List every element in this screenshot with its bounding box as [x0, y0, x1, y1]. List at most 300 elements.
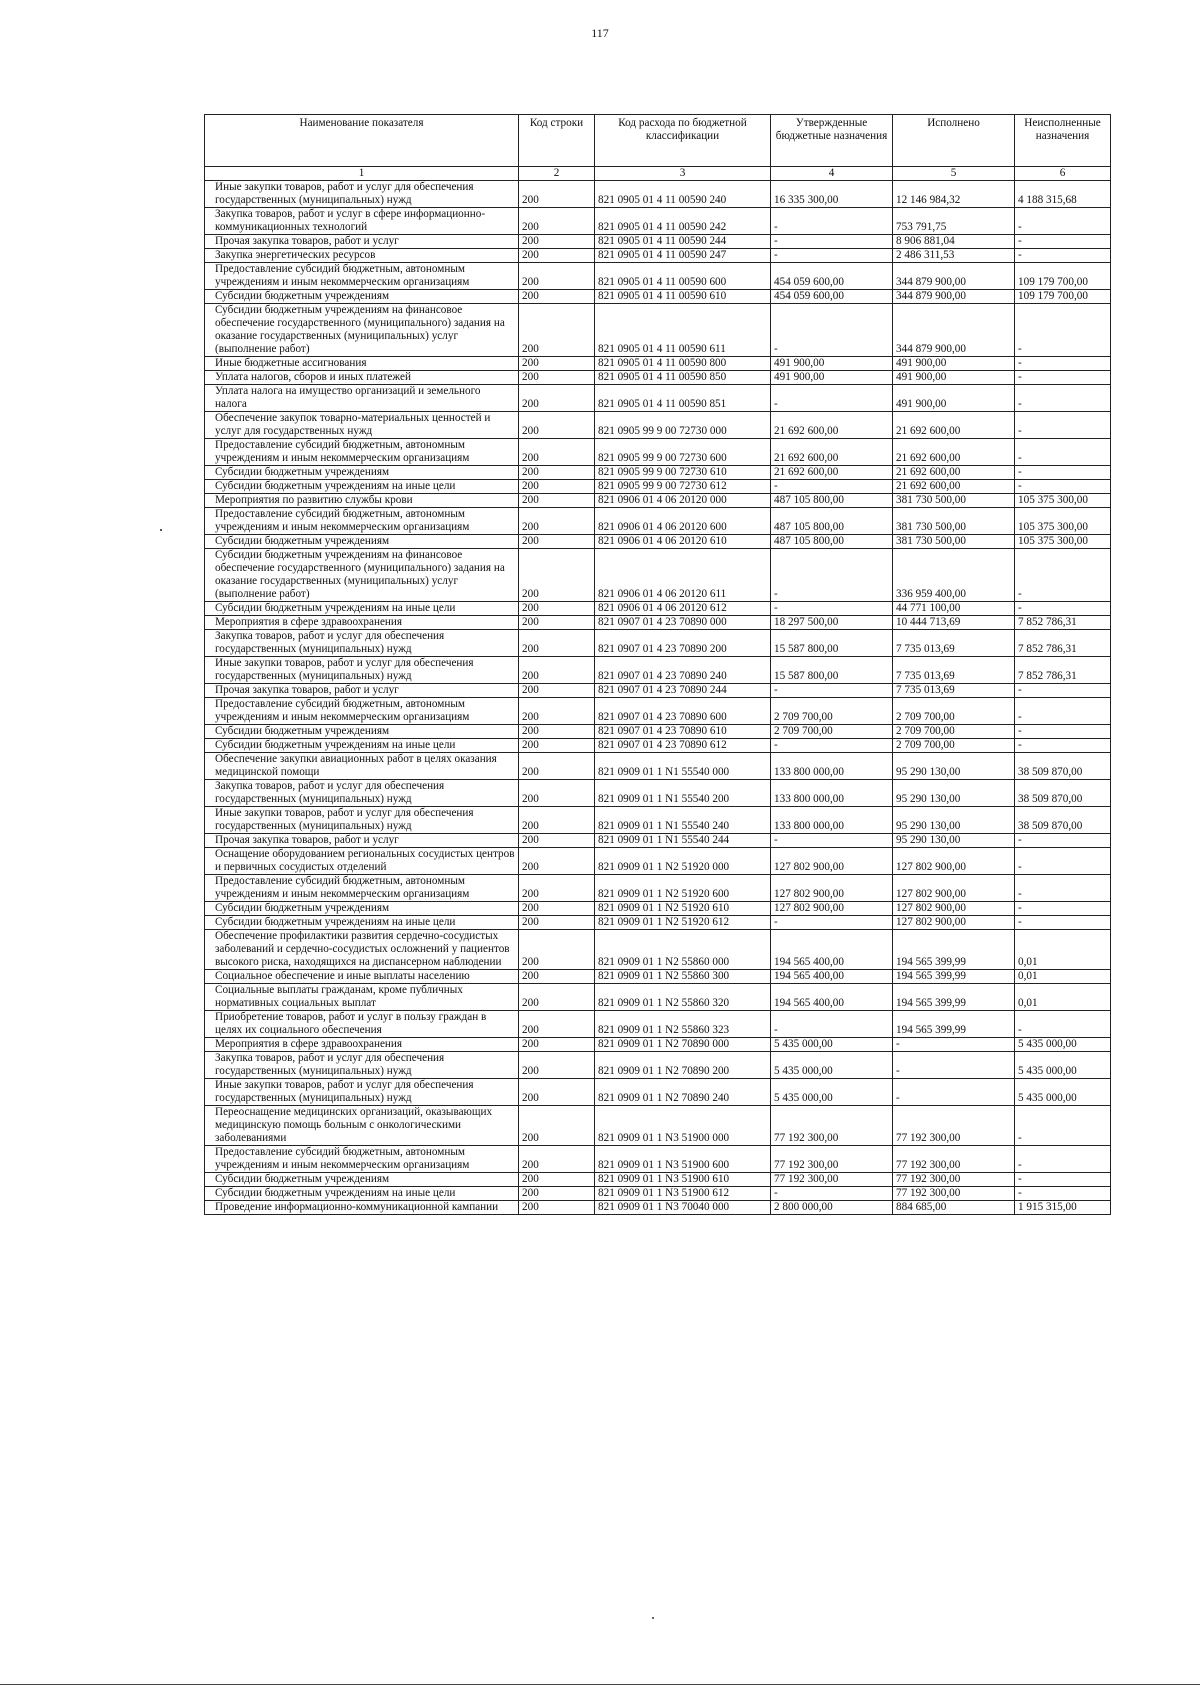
row-expense-code: 821 0907 01 4 23 70890 612 — [595, 739, 771, 753]
row-name: Иные закупки товаров, работ и услуг для обеспечения государственных (муниципальных) нужд — [205, 1079, 519, 1106]
row-line-code: 200 — [519, 1187, 595, 1201]
row-approved: 16 335 300,00 — [771, 181, 893, 208]
row-executed: 491 900,00 — [893, 357, 1015, 371]
table-row — [205, 439, 1111, 466]
table-row — [205, 602, 1111, 616]
row-unexecuted: 38 509 870,00 — [1015, 807, 1111, 834]
row-line-code: 200 — [519, 385, 595, 412]
row-executed: 127 802 900,00 — [893, 916, 1015, 930]
row-line-code: 200 — [519, 780, 595, 807]
table-row — [205, 739, 1111, 753]
row-line-code: 200 — [519, 602, 595, 616]
row-name: Субсидии бюджетным учреждениям — [205, 1173, 519, 1187]
row-name: Прочая закупка товаров, работ и услуг — [205, 834, 519, 848]
row-name: Проведение информационно-коммуникационной кампании — [205, 1201, 519, 1215]
row-name: Обеспечение закупок товарно-материальных ценностей и услуг для государственных нужд — [205, 412, 519, 439]
row-approved: - — [771, 1011, 893, 1038]
row-approved: - — [771, 480, 893, 494]
row-line-code: 200 — [519, 549, 595, 602]
row-unexecuted: - — [1015, 602, 1111, 616]
row-unexecuted: - — [1015, 304, 1111, 357]
row-executed: 127 802 900,00 — [893, 902, 1015, 916]
table-row — [205, 480, 1111, 494]
row-unexecuted: - — [1015, 1011, 1111, 1038]
row-expense-code: 821 0905 01 4 11 00590 610 — [595, 290, 771, 304]
table-row — [205, 535, 1111, 549]
row-approved: - — [771, 549, 893, 602]
row-expense-code: 821 0909 01 1 N2 51920 610 — [595, 902, 771, 916]
row-unexecuted: - — [1015, 371, 1111, 385]
row-executed: 344 879 900,00 — [893, 304, 1015, 357]
column-number: 2 — [519, 167, 595, 181]
row-line-code: 200 — [519, 1079, 595, 1106]
column-header-unexecuted: Неисполненные назначения — [1015, 115, 1111, 167]
row-name: Субсидии бюджетным учреждениям — [205, 290, 519, 304]
table-row — [205, 466, 1111, 480]
row-line-code: 200 — [519, 208, 595, 235]
row-approved: 127 802 900,00 — [771, 875, 893, 902]
table-header-row — [205, 115, 1111, 167]
row-line-code: 200 — [519, 875, 595, 902]
row-line-code: 200 — [519, 535, 595, 549]
row-unexecuted: - — [1015, 1173, 1111, 1187]
row-expense-code: 821 0905 99 9 00 72730 610 — [595, 466, 771, 480]
row-executed: 8 906 881,04 — [893, 235, 1015, 249]
table-row — [205, 1173, 1111, 1187]
table-row — [205, 1106, 1111, 1146]
row-executed: 381 730 500,00 — [893, 508, 1015, 535]
row-executed: 194 565 399,99 — [893, 930, 1015, 970]
row-line-code: 200 — [519, 304, 595, 357]
row-approved: 21 692 600,00 — [771, 412, 893, 439]
table-row — [205, 208, 1111, 235]
table-row — [205, 875, 1111, 902]
row-expense-code: 821 0909 01 1 N2 51920 612 — [595, 916, 771, 930]
row-name: Субсидии бюджетным учреждениям — [205, 466, 519, 480]
row-executed: 381 730 500,00 — [893, 494, 1015, 508]
row-approved: 21 692 600,00 — [771, 439, 893, 466]
row-unexecuted: - — [1015, 357, 1111, 371]
row-name: Предоставление субсидий бюджетным, автономным учреждениям и иным некоммерческим организациям — [205, 508, 519, 535]
row-approved: 2 709 700,00 — [771, 698, 893, 725]
row-unexecuted: - — [1015, 249, 1111, 263]
table-row — [205, 930, 1111, 970]
row-expense-code: 821 0907 01 4 23 70890 000 — [595, 616, 771, 630]
row-executed: 2 486 311,53 — [893, 249, 1015, 263]
row-unexecuted: 105 375 300,00 — [1015, 508, 1111, 535]
row-unexecuted: 0,01 — [1015, 984, 1111, 1011]
row-executed: 381 730 500,00 — [893, 535, 1015, 549]
row-executed: 77 192 300,00 — [893, 1173, 1015, 1187]
row-approved: 133 800 000,00 — [771, 807, 893, 834]
row-unexecuted: - — [1015, 848, 1111, 875]
row-expense-code: 821 0909 01 1 N2 70890 240 — [595, 1079, 771, 1106]
row-name: Закупка товаров, работ и услуг для обеспечения государственных (муниципальных) нужд — [205, 630, 519, 657]
row-executed: 2 709 700,00 — [893, 739, 1015, 753]
row-expense-code: 821 0909 01 1 N3 51900 610 — [595, 1173, 771, 1187]
column-number: 5 — [893, 167, 1015, 181]
row-expense-code: 821 0906 01 4 06 20120 610 — [595, 535, 771, 549]
row-line-code: 200 — [519, 1146, 595, 1173]
row-unexecuted: 38 509 870,00 — [1015, 753, 1111, 780]
table-row — [205, 549, 1111, 602]
row-unexecuted: - — [1015, 902, 1111, 916]
row-unexecuted: - — [1015, 235, 1111, 249]
row-name: Предоставление субсидий бюджетным, автономным учреждениям и иным некоммерческим организациям — [205, 1146, 519, 1173]
row-approved: 194 565 400,00 — [771, 930, 893, 970]
row-name: Закупка товаров, работ и услуг в сфере информационно-коммуникационных технологий — [205, 208, 519, 235]
row-executed: 336 959 400,00 — [893, 549, 1015, 602]
row-unexecuted: 109 179 700,00 — [1015, 290, 1111, 304]
table-row — [205, 304, 1111, 357]
row-executed: 127 802 900,00 — [893, 848, 1015, 875]
table-row — [205, 1201, 1111, 1215]
row-approved: - — [771, 916, 893, 930]
row-executed: 344 879 900,00 — [893, 263, 1015, 290]
row-executed: 21 692 600,00 — [893, 466, 1015, 480]
row-approved: - — [771, 385, 893, 412]
row-unexecuted: - — [1015, 834, 1111, 848]
row-line-code: 200 — [519, 684, 595, 698]
row-name: Предоставление субсидий бюджетным, автономным учреждениям и иным некоммерческим организациям — [205, 439, 519, 466]
row-line-code: 200 — [519, 657, 595, 684]
row-expense-code: 821 0909 01 1 N2 55860 000 — [595, 930, 771, 970]
column-number-row — [205, 167, 1111, 181]
row-approved: 18 297 500,00 — [771, 616, 893, 630]
row-approved: 491 900,00 — [771, 357, 893, 371]
row-expense-code: 821 0906 01 4 06 20120 612 — [595, 602, 771, 616]
row-approved: 487 105 800,00 — [771, 508, 893, 535]
row-line-code: 200 — [519, 834, 595, 848]
row-approved: 454 059 600,00 — [771, 263, 893, 290]
row-name: Социальные выплаты гражданам, кроме публичных нормативных социальных выплат — [205, 984, 519, 1011]
row-line-code: 200 — [519, 916, 595, 930]
row-expense-code: 821 0905 01 4 11 00590 851 — [595, 385, 771, 412]
row-name: Предоставление субсидий бюджетным, автономным учреждениям и иным некоммерческим организациям — [205, 875, 519, 902]
row-executed: 77 192 300,00 — [893, 1106, 1015, 1146]
row-line-code: 200 — [519, 466, 595, 480]
row-name: Субсидии бюджетным учреждениям на иные цели — [205, 1187, 519, 1201]
row-expense-code: 821 0905 01 4 11 00590 600 — [595, 263, 771, 290]
row-name: Предоставление субсидий бюджетным, автономным учреждениям и иным некоммерческим организациям — [205, 263, 519, 290]
row-line-code: 200 — [519, 371, 595, 385]
row-executed: 21 692 600,00 — [893, 480, 1015, 494]
row-executed: 44 771 100,00 — [893, 602, 1015, 616]
row-line-code: 200 — [519, 235, 595, 249]
row-unexecuted: - — [1015, 385, 1111, 412]
row-line-code: 200 — [519, 1173, 595, 1187]
row-unexecuted: - — [1015, 1106, 1111, 1146]
row-approved: 77 192 300,00 — [771, 1173, 893, 1187]
row-unexecuted: 5 435 000,00 — [1015, 1052, 1111, 1079]
table-row — [205, 412, 1111, 439]
row-name: Субсидии бюджетным учреждениям на финансовое обеспечение государственного (муниципального) задания на оказание государственных (муниципальных) услуг (выполнение работ) — [205, 549, 519, 602]
row-expense-code: 821 0909 01 1 N3 70040 000 — [595, 1201, 771, 1215]
table-row — [205, 1038, 1111, 1052]
row-expense-code: 821 0907 01 4 23 70890 200 — [595, 630, 771, 657]
row-unexecuted: 105 375 300,00 — [1015, 494, 1111, 508]
row-approved: 454 059 600,00 — [771, 290, 893, 304]
table-row — [205, 848, 1111, 875]
row-approved: - — [771, 1187, 893, 1201]
row-line-code: 200 — [519, 616, 595, 630]
row-line-code: 200 — [519, 807, 595, 834]
row-approved: - — [771, 304, 893, 357]
row-line-code: 200 — [519, 725, 595, 739]
row-line-code: 200 — [519, 263, 595, 290]
table-row — [205, 902, 1111, 916]
scan-speck — [160, 529, 162, 531]
row-expense-code: 821 0906 01 4 06 20120 611 — [595, 549, 771, 602]
row-unexecuted: - — [1015, 916, 1111, 930]
row-expense-code: 821 0907 01 4 23 70890 610 — [595, 725, 771, 739]
row-approved: 133 800 000,00 — [771, 753, 893, 780]
table-row — [205, 235, 1111, 249]
row-executed: 753 791,75 — [893, 208, 1015, 235]
row-executed: - — [893, 1079, 1015, 1106]
row-line-code: 200 — [519, 984, 595, 1011]
row-executed: 12 146 984,32 — [893, 181, 1015, 208]
row-unexecuted: - — [1015, 1187, 1111, 1201]
row-line-code: 200 — [519, 753, 595, 780]
table-row — [205, 657, 1111, 684]
row-unexecuted: 7 852 786,31 — [1015, 616, 1111, 630]
row-executed: 95 290 130,00 — [893, 807, 1015, 834]
row-name: Социальное обеспечение и иные выплаты населению — [205, 970, 519, 984]
table-row — [205, 753, 1111, 780]
row-approved: 77 192 300,00 — [771, 1106, 893, 1146]
row-executed: 7 735 013,69 — [893, 630, 1015, 657]
row-name: Субсидии бюджетным учреждениям на иные цели — [205, 739, 519, 753]
row-expense-code: 821 0905 99 9 00 72730 600 — [595, 439, 771, 466]
row-approved: 487 105 800,00 — [771, 494, 893, 508]
row-name: Переоснащение медицинских организаций, оказывающих медицинскую помощь больным с онкологическими заболеваниями — [205, 1106, 519, 1146]
scan-speck — [652, 1617, 654, 1619]
row-executed: 95 290 130,00 — [893, 834, 1015, 848]
row-executed: 77 192 300,00 — [893, 1146, 1015, 1173]
row-expense-code: 821 0907 01 4 23 70890 244 — [595, 684, 771, 698]
row-name: Субсидии бюджетным учреждениям на иные цели — [205, 602, 519, 616]
row-unexecuted: - — [1015, 725, 1111, 739]
row-executed: 21 692 600,00 — [893, 412, 1015, 439]
row-expense-code: 821 0909 01 1 N2 70890 000 — [595, 1038, 771, 1052]
table-row — [205, 371, 1111, 385]
table-row — [205, 1011, 1111, 1038]
row-approved: - — [771, 602, 893, 616]
row-line-code: 200 — [519, 508, 595, 535]
row-approved: 194 565 400,00 — [771, 970, 893, 984]
row-line-code: 200 — [519, 1201, 595, 1215]
row-name: Иные бюджетные ассигнования — [205, 357, 519, 371]
row-expense-code: 821 0905 01 4 11 00590 240 — [595, 181, 771, 208]
column-header-name: Наименование показателя — [205, 115, 519, 167]
column-number: 1 — [205, 167, 519, 181]
row-executed: - — [893, 1052, 1015, 1079]
row-line-code: 200 — [519, 1011, 595, 1038]
row-approved: 2 709 700,00 — [771, 725, 893, 739]
row-name: Субсидии бюджетным учреждениям на финансовое обеспечение государственного (муниципального) задания на оказание государственных (муниципальных) услуг (выполнение работ) — [205, 304, 519, 357]
table-row — [205, 684, 1111, 698]
row-executed: 95 290 130,00 — [893, 780, 1015, 807]
table-row — [205, 181, 1111, 208]
row-name: Субсидии бюджетным учреждениям — [205, 725, 519, 739]
row-line-code: 200 — [519, 1038, 595, 1052]
row-unexecuted: 5 435 000,00 — [1015, 1038, 1111, 1052]
page-number: 117 — [591, 26, 609, 40]
row-expense-code: 821 0909 01 1 N1 55540 000 — [595, 753, 771, 780]
row-expense-code: 821 0907 01 4 23 70890 600 — [595, 698, 771, 725]
table-row — [205, 780, 1111, 807]
row-name: Иные закупки товаров, работ и услуг для обеспечения государственных (муниципальных) нужд — [205, 807, 519, 834]
row-line-code: 200 — [519, 902, 595, 916]
row-name: Иные закупки товаров, работ и услуг для обеспечения государственных (муниципальных) нужд — [205, 181, 519, 208]
row-name: Мероприятия в сфере здравоохранения — [205, 1038, 519, 1052]
column-header-executed: Исполнено — [893, 115, 1015, 167]
row-unexecuted: - — [1015, 875, 1111, 902]
row-approved: - — [771, 249, 893, 263]
table-row — [205, 698, 1111, 725]
table-row — [205, 725, 1111, 739]
row-executed: 2 709 700,00 — [893, 698, 1015, 725]
table-row — [205, 357, 1111, 371]
row-name: Субсидии бюджетным учреждениям на иные цели — [205, 480, 519, 494]
row-line-code: 200 — [519, 848, 595, 875]
table-row — [205, 494, 1111, 508]
scan-edge-line — [0, 1684, 1200, 1685]
row-expense-code: 821 0905 01 4 11 00590 611 — [595, 304, 771, 357]
row-expense-code: 821 0909 01 1 N1 55540 244 — [595, 834, 771, 848]
row-expense-code: 821 0909 01 1 N2 55860 323 — [595, 1011, 771, 1038]
row-unexecuted: - — [1015, 684, 1111, 698]
row-executed: 194 565 399,99 — [893, 984, 1015, 1011]
row-name: Закупка товаров, работ и услуг для обеспечения государственных (муниципальных) нужд — [205, 780, 519, 807]
row-name: Закупка энергетических ресурсов — [205, 249, 519, 263]
row-name: Предоставление субсидий бюджетным, автономным учреждениям и иным некоммерческим организациям — [205, 698, 519, 725]
row-approved: - — [771, 684, 893, 698]
row-expense-code: 821 0909 01 1 N3 51900 612 — [595, 1187, 771, 1201]
row-unexecuted: - — [1015, 480, 1111, 494]
row-executed: 344 879 900,00 — [893, 290, 1015, 304]
table-row — [205, 1052, 1111, 1079]
row-unexecuted: - — [1015, 439, 1111, 466]
row-executed: 491 900,00 — [893, 371, 1015, 385]
row-unexecuted: - — [1015, 1146, 1111, 1173]
table-row — [205, 807, 1111, 834]
column-number: 3 — [595, 167, 771, 181]
row-line-code: 200 — [519, 439, 595, 466]
row-line-code: 200 — [519, 412, 595, 439]
row-executed: 10 444 713,69 — [893, 616, 1015, 630]
row-unexecuted: 5 435 000,00 — [1015, 1079, 1111, 1106]
row-expense-code: 821 0905 01 4 11 00590 247 — [595, 249, 771, 263]
row-executed: 884 685,00 — [893, 1201, 1015, 1215]
row-executed: - — [893, 1038, 1015, 1052]
row-line-code: 200 — [519, 249, 595, 263]
table-row — [205, 249, 1111, 263]
row-line-code: 200 — [519, 630, 595, 657]
table-row — [205, 834, 1111, 848]
row-expense-code: 821 0905 01 4 11 00590 242 — [595, 208, 771, 235]
table-row — [205, 290, 1111, 304]
row-executed: 194 565 399,99 — [893, 970, 1015, 984]
row-executed: 127 802 900,00 — [893, 875, 1015, 902]
table-row — [205, 1187, 1111, 1201]
row-line-code: 200 — [519, 739, 595, 753]
row-executed: 77 192 300,00 — [893, 1187, 1015, 1201]
row-line-code: 200 — [519, 480, 595, 494]
row-name: Субсидии бюджетным учреждениям — [205, 902, 519, 916]
row-executed: 21 692 600,00 — [893, 439, 1015, 466]
row-unexecuted: - — [1015, 739, 1111, 753]
row-line-code: 200 — [519, 1106, 595, 1146]
row-name: Субсидии бюджетным учреждениям — [205, 535, 519, 549]
row-expense-code: 821 0909 01 1 N2 70890 200 — [595, 1052, 771, 1079]
row-unexecuted: 109 179 700,00 — [1015, 263, 1111, 290]
row-name: Обеспечение закупки авиационных работ в целях оказания медицинской помощи — [205, 753, 519, 780]
row-expense-code: 821 0906 01 4 06 20120 000 — [595, 494, 771, 508]
row-name: Мероприятия в сфере здравоохранения — [205, 616, 519, 630]
row-approved: 15 587 800,00 — [771, 630, 893, 657]
row-approved: 15 587 800,00 — [771, 657, 893, 684]
row-approved: - — [771, 739, 893, 753]
row-expense-code: 821 0905 99 9 00 72730 000 — [595, 412, 771, 439]
row-expense-code: 821 0909 01 1 N3 51900 600 — [595, 1146, 771, 1173]
row-unexecuted: - — [1015, 412, 1111, 439]
row-unexecuted: 38 509 870,00 — [1015, 780, 1111, 807]
row-name: Уплата налогов, сборов и иных платежей — [205, 371, 519, 385]
budget-execution-table — [204, 114, 1111, 1215]
row-approved: 5 435 000,00 — [771, 1052, 893, 1079]
row-approved: 77 192 300,00 — [771, 1146, 893, 1173]
table-row — [205, 1146, 1111, 1173]
table-row — [205, 630, 1111, 657]
row-unexecuted: 105 375 300,00 — [1015, 535, 1111, 549]
row-expense-code: 821 0905 01 4 11 00590 850 — [595, 371, 771, 385]
column-number: 6 — [1015, 167, 1111, 181]
row-line-code: 200 — [519, 357, 595, 371]
row-approved: - — [771, 235, 893, 249]
row-approved: 5 435 000,00 — [771, 1079, 893, 1106]
row-unexecuted: 1 915 315,00 — [1015, 1201, 1111, 1215]
row-name: Мероприятия по развитию службы крови — [205, 494, 519, 508]
row-name: Иные закупки товаров, работ и услуг для обеспечения государственных (муниципальных) нужд — [205, 657, 519, 684]
row-name: Закупка товаров, работ и услуг для обеспечения государственных (муниципальных) нужд — [205, 1052, 519, 1079]
table-row — [205, 385, 1111, 412]
row-line-code: 200 — [519, 290, 595, 304]
row-name: Прочая закупка товаров, работ и услуг — [205, 684, 519, 698]
row-line-code: 200 — [519, 930, 595, 970]
row-name: Приобретение товаров, работ и услуг в пользу граждан в целях их социального обеспечения — [205, 1011, 519, 1038]
row-approved: - — [771, 834, 893, 848]
table-row — [205, 916, 1111, 930]
row-executed: 7 735 013,69 — [893, 657, 1015, 684]
row-line-code: 200 — [519, 970, 595, 984]
row-expense-code: 821 0905 01 4 11 00590 800 — [595, 357, 771, 371]
table-row — [205, 970, 1111, 984]
row-expense-code: 821 0906 01 4 06 20120 600 — [595, 508, 771, 535]
row-line-code: 200 — [519, 1052, 595, 1079]
row-unexecuted: 0,01 — [1015, 930, 1111, 970]
row-name: Прочая закупка товаров, работ и услуг — [205, 235, 519, 249]
row-approved: 127 802 900,00 — [771, 902, 893, 916]
column-header-expense-code: Код расхода по бюджетной классификации — [595, 115, 771, 167]
row-executed: 194 565 399,99 — [893, 1011, 1015, 1038]
row-approved: 487 105 800,00 — [771, 535, 893, 549]
column-number: 4 — [771, 167, 893, 181]
row-name: Субсидии бюджетным учреждениям на иные цели — [205, 916, 519, 930]
row-approved: 194 565 400,00 — [771, 984, 893, 1011]
row-expense-code: 821 0909 01 1 N2 55860 300 — [595, 970, 771, 984]
